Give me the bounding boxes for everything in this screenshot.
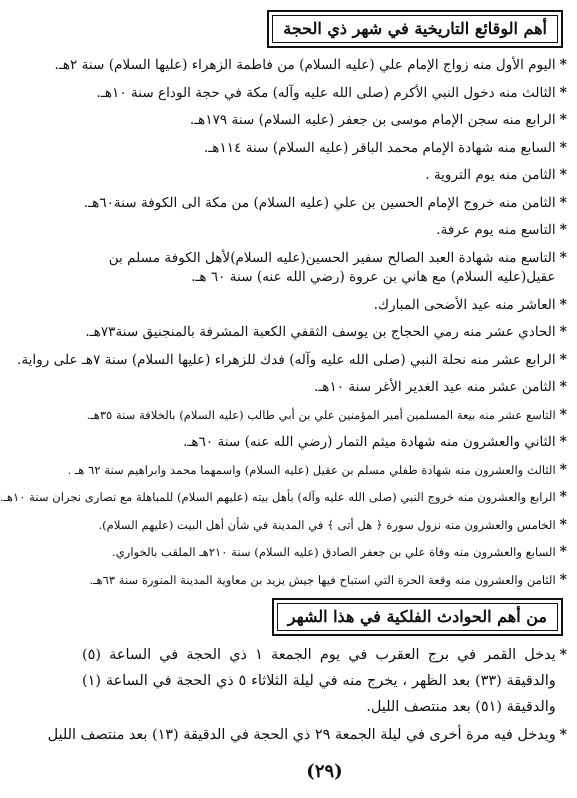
event-item: * الخامس والعشرون منه نزول سورة ﴿ هل أتى ﴾ في المدينة في شأن أهل البيت (عليهم السلام). — [82, 512, 567, 540]
section1-title: أهم الوقائع التاريخية في شهر ذي الحجة — [272, 15, 558, 43]
section1-header — [82, 10, 567, 48]
bullet-icon: * — [559, 516, 567, 533]
astronomy-paragraph: * يدخل القمر في برج العقرب في يوم الجمعة ١ ذي الحجة في الساعة (٥) والدقيقة (٣٣) بعد الظهر ، يخرج منه في ليلة الثلاثاء ٥ ذي الحجة في الساعة (١) والدقيقة (٥١) بعد منتصف الليل. — [82, 640, 567, 720]
event-item: * السابع والعشرون منه وفاة علي بن جعفر الصادق (عليه السلام) سنة ٢١٠هـ الملقب بالخواري. — [82, 539, 567, 567]
bullet-icon: * — [559, 544, 567, 560]
event-item: * الثامن منه يوم التروية . — [82, 162, 567, 190]
bullet-icon: * — [559, 112, 567, 128]
bullet-icon: * — [559, 84, 567, 101]
bullet-icon: * — [559, 406, 567, 423]
event-item: * الرابع عشر منه نحلة النبي (صلى الله عليه وآله) فدك للزهراء (عليها السلام) سنة ٧هـ على رواية. — [82, 347, 567, 375]
event-item: * الثالث والعشرون منه شهادة طفلي مسلم بن عقيل (عليه السلام) واسمهما محمد وابراهيم سنة ٦٢ هـ . — [82, 457, 567, 485]
event-item: * التاسع منه شهادة العبد الصالح سفير الحسين(عليه السلام)لأهل الكوفة مسلم بن عقيل(عليه السلام) مع هاني بن عروة (رضي الله عنه) سنة ٦٠ هـ. — [108, 249, 567, 285]
bullet-icon: * — [559, 139, 567, 156]
event-item: * التاسع عشر منه بيعة المسلمين أمير المؤمنين علي بن أبي طالب (عليه السلام) بالخلافة سنة ٣٥هـ. — [82, 402, 567, 430]
bullet-icon: * — [559, 727, 567, 743]
event-item: * الثامن والعشرون منه وقعة الحرة التي استباح فيها جيش يزيد بن معاوية المدينة المنورة سنة ٦٣هـ. — [82, 567, 567, 595]
bullet-icon: * — [559, 249, 567, 266]
event-item: * العاشر منه عيد الأضحى المبارك. — [82, 292, 567, 320]
event-item: * اليوم الأول منه زواج الإمام علي (عليه السلام) من فاطمة الزهراء (عليها السلام) سنة ٢هـ. — [82, 52, 567, 80]
bullet-icon: * — [559, 351, 567, 368]
event-item: * الرابع والعشرون منه خروج النبي (صلى الله عليه وآله) بأهل بيته (عليهم السلام) للمباهلة مع نصارى نجران سنة ١٠هـ. — [82, 484, 567, 512]
bullet-icon: * — [559, 194, 567, 211]
event-item: * التاسع منه يوم عرفة. — [82, 217, 567, 245]
bullet-icon: * — [559, 489, 567, 505]
section1-title-frame — [267, 10, 563, 48]
bullet-icon: * — [559, 379, 567, 395]
event-item: * الحادي عشر منه رمي الحجاج بن يوسف الثقفي الكعبة المشرفة بالمنجنيق سنة٧٣هـ. — [82, 319, 567, 347]
section2-title-frame — [272, 598, 563, 636]
bullet-icon: * — [559, 57, 567, 73]
page-number: (٢٩) — [306, 761, 343, 782]
event-item: * الثامن عشر منه عيد الغدير الأغر سنة ١٠هـ. — [82, 374, 567, 402]
bullet-icon: * — [559, 461, 567, 478]
event-item: * الرابع منه سجن الإمام موسى بن جعفر (عليه السلام) سنة ١٧٩هـ. — [82, 107, 567, 135]
section2-header — [82, 598, 567, 636]
section2-title: من أهم الحوادث الفلكية في هذا الشهر — [277, 603, 558, 631]
event-item: * الثامن منه خروج الإمام الحسين بن علي (عليه السلام) من مكة الى الكوفة سنة٦٠هـ. — [82, 190, 567, 218]
bullet-icon: * — [559, 647, 567, 663]
event-item: * الثاني والعشرون منه شهادة ميثم التمار (رضي الله عنه) سنة ٦٠هـ. — [82, 429, 567, 457]
astronomy-paragraph: * ويدخل فيه مرة أخرى في ليلة الجمعة ٢٩ ذي الحجة في الدقيقة (١٣) بعد منتصف الليل — [82, 720, 567, 748]
bullet-icon: * — [559, 296, 567, 313]
bullet-icon: * — [559, 324, 567, 340]
astronomy-list — [47, 640, 567, 748]
bullet-icon: * — [559, 571, 567, 588]
bullet-icon: * — [559, 222, 567, 238]
event-item: * السابع منه شهادة الإمام محمد الباقر (عليه السلام) سنة ١١٤هـ. — [82, 135, 567, 163]
events-list — [0, 52, 567, 594]
bullet-icon: * — [559, 434, 567, 450]
bullet-icon: * — [559, 167, 567, 183]
event-item: * الثالث منه دخول النبي الأكرم (صلى الله عليه وآله) مكة في حجة الوداع سنة ١٠هـ. — [82, 80, 567, 108]
